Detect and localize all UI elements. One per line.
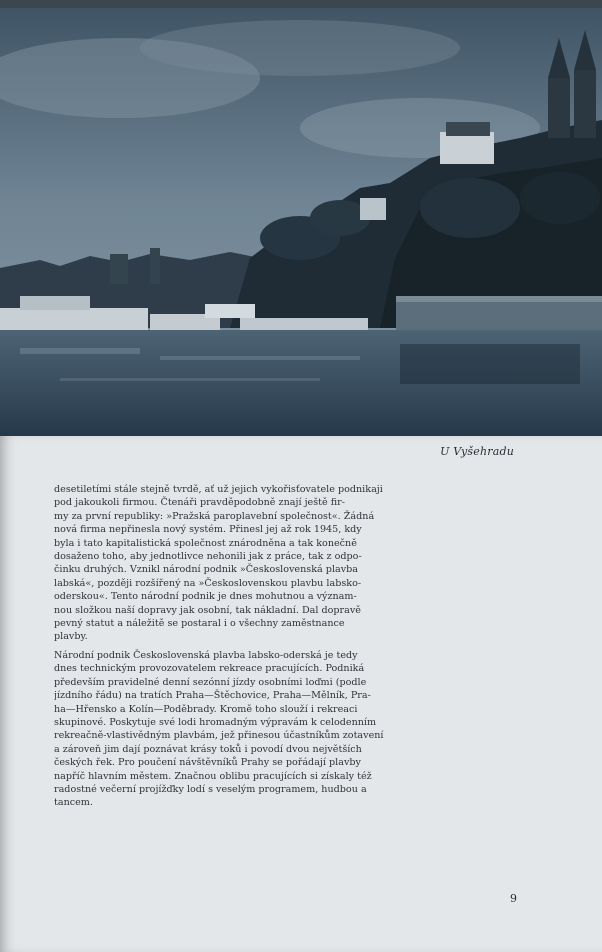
photo-caption: U Vyšehradu: [440, 445, 514, 458]
text-line: oderskou«. Tento národní podnik je dnes mohutnou a význam-: [54, 591, 357, 603]
text-line: nou složkou naší dopravy jak osobní, tak nákladní. Dal dopravě: [54, 604, 361, 616]
text-line: jízdního řádu) na tratích Praha—Štěchovice, Praha—Mělník, Pra-: [54, 690, 371, 702]
text-line: labská«, později rozšířený na »Československou plavbu labsko-: [54, 577, 362, 589]
article-body: [54, 483, 518, 810]
text-line: tancem.: [54, 797, 93, 809]
page-number: 9: [510, 892, 517, 905]
text-line: skupinové. Poskytuje své lodi hromadným výpravám k celodenním: [54, 716, 377, 728]
text-line: Národní podnik Československá plavba labsko-oderská je tedy: [54, 649, 358, 661]
text-line: my za první republiky: »Pražská paroplavební společnost«. Žádná: [54, 510, 375, 522]
text-line: plavby.: [54, 631, 88, 643]
text-line: a zároveň jim dají poznávat krásy toků i povodí dvou největších: [54, 743, 362, 755]
text-line: pevný statut a náležitě se postaral i o všechny zaměstnance: [54, 618, 345, 630]
photograph-vysehrad: [0, 8, 602, 436]
text-line: dnes technickým provozovatelem rekreace pracujících. Podniká: [54, 663, 365, 675]
paragraph-1: [54, 483, 518, 644]
text-line: rekreačně-vlastivědným plavbám, jež přinesou účastníkům zotavení: [54, 730, 384, 742]
text-line: českých řek. Pro poučení návštěvníků Prahy se pořádají plavby: [54, 757, 361, 769]
text-line: především pravidelné denní sezónní jízdy osobními loďmi (podle: [54, 676, 367, 688]
page-top-edge: [0, 0, 602, 8]
text-line: ha—Hřensko a Kolín—Poděbrady. Kromě toho slouží i rekreaci: [54, 703, 358, 715]
text-page: [0, 436, 602, 952]
text-line: činku druhých. Vznikl národní podnik »Československá plavba: [54, 564, 359, 576]
text-line: byla i tato kapitalistická společnost znárodněna a tak konečně: [54, 537, 357, 549]
text-line: dosaženo toho, aby jednotlivce nehonili jak z práce, tak z odpo-: [54, 551, 362, 563]
text-line: desetiletími stále stejně tvrdě, ať už jejich vykořisťovatele podnikaji: [54, 484, 383, 495]
text-line: radostné večerní projížďky lodí s veselým programem, hudbou a: [54, 783, 367, 795]
text-line: pod jakoukoli firmou. Čtenáři pravděpodobně znají ještě fir-: [54, 497, 345, 509]
text-line: nová firma nepřinesla nový systém. Přinesl jej až rok 1945, kdy: [54, 524, 362, 536]
paragraph-2: [54, 649, 518, 810]
text-line: napříč hlavním městem. Značnou oblibu pracujících si získaly též: [54, 770, 372, 782]
